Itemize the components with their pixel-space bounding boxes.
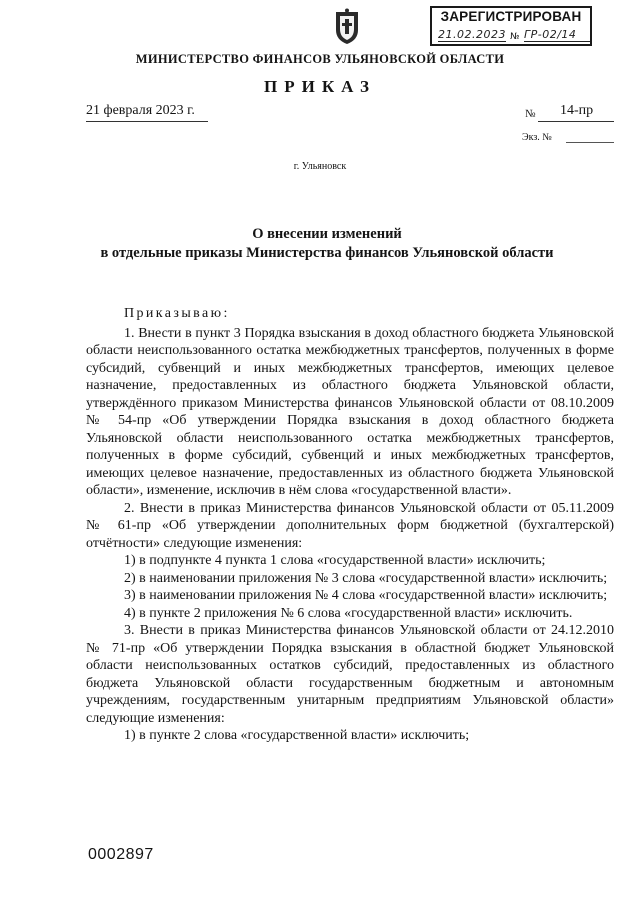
number-underline <box>538 121 614 122</box>
paragraph: 3. Внести в приказ Министерства финансов Ульяновской области от 24.12.2010 № 71-пр «Об утверждении Порядка взыскания в областной бюджет Ульяновской области неиспользованных остатков субсидий, предоставленных из областного бюджета Ульяновской области государственным бюджетным и автономным учреждениям, государственным унитарным предприятиям Ульяновской области» следующие изменения: <box>86 623 614 726</box>
date-underline <box>86 121 208 122</box>
order-number: 14-пр <box>560 103 594 118</box>
registration-stamp <box>430 6 592 46</box>
order-date: 21 февраля 2023 г. <box>86 103 195 118</box>
subject-line-1: О внесении изменений <box>252 226 402 242</box>
order-number-sign: № <box>525 108 536 120</box>
stamp-row <box>436 26 586 44</box>
ministry-name: МИНИСТЕРСТВО ФИНАНСОВ УЛЬЯНОВСКОЙ ОБЛАСТИ <box>135 52 505 66</box>
copy-number-underline <box>566 142 614 143</box>
paragraph: 3) в наименовании приложения № 4 слова «государственной власти» исключить; <box>124 588 608 603</box>
document-serial-number: 0002897 <box>88 846 154 863</box>
stamp-title: ЗАРЕГИСТРИРОВАН <box>440 9 582 24</box>
stamp-number-sign: № <box>510 32 520 42</box>
paragraph: 1) в подпункте 4 пункта 1 слова «государственной власти» исключить; <box>124 553 546 568</box>
paragraph: 2. Внести в приказ Министерства финансов Ульяновской области от 05.11.2009 № 61-пр «Об утверждении дополнительных форм бюджетной (бухгалтерской) отчётности» следующие изменения: <box>86 500 614 551</box>
order-title: ПРИКАЗ <box>264 77 376 96</box>
city: г. Ульяновск <box>293 161 347 172</box>
order-body <box>86 305 614 745</box>
copy-number-label: Экз. № <box>522 132 552 143</box>
subject-line-2: в отдельные приказы Министерства финансов Ульяновской области <box>100 245 554 261</box>
paragraph: 4) в пункте 2 приложения № 6 слова «государственной власти» исключить. <box>124 605 573 621</box>
paragraph: 2) в наименовании приложения № 3 слова «государственной власти» исключить; <box>124 570 608 586</box>
order-lead: Приказываю: <box>124 306 230 321</box>
order-subject <box>60 225 594 263</box>
paragraph: 1. Внести в пункт 3 Порядка взыскания в доход областного бюджета Ульяновской области неиспользованного остатка межбюджетных трансфертов, полученных в форме субсидий, субвенций и иных межбюджетных трансфертов, имеющих целевое назначение, предоставленных из областного бюджета Ульяновской области, утверждённого приказом Министерства финансов Ульяновской области от 08.10.2009 № 54-пр «Об утверждении Порядка взыскания в доход областного бюджета Ульяновской области неиспользованного остатка межбюджетных трансфертов, полученных в форме субсидий, субвенций и иных межбюджетных трансфертов, имеющих целевое назначение, предоставленных из областного бюджета Ульяновской области», изменение, исключив в нём слова «государственной власти». <box>86 325 614 498</box>
paragraph: 1) в пункте 2 слова «государственной власти» исключить; <box>124 728 470 743</box>
stamp-number: ГР-02/14 <box>524 28 590 42</box>
coat-of-arms-emblem <box>333 8 361 46</box>
stamp-date: 21.02.2023 <box>438 28 506 41</box>
